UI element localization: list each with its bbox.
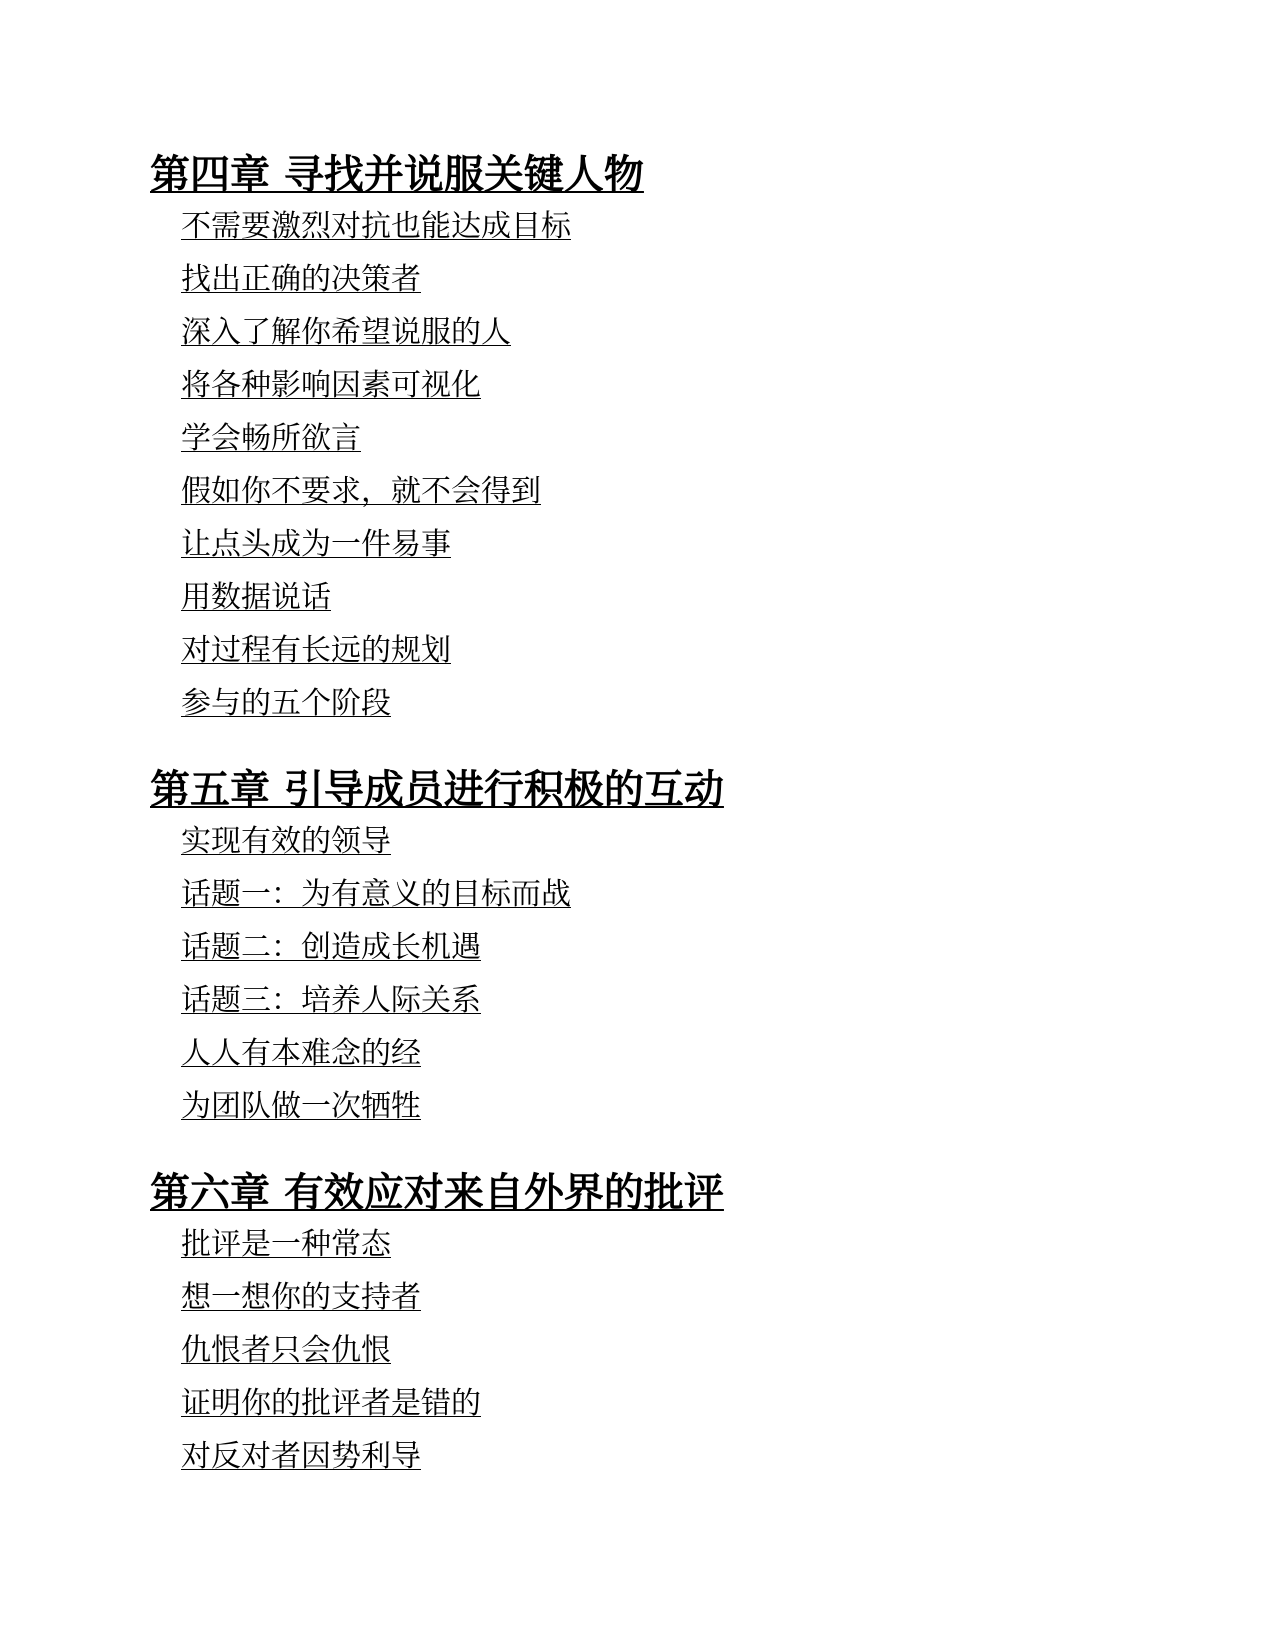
chapter-title-link[interactable]: 第四章 寻找并说服关键人物 — [150, 152, 644, 198]
chapter-5 — [150, 765, 1150, 1133]
section-list — [150, 200, 1150, 730]
list-item — [181, 815, 1150, 868]
section-link[interactable]: 话题一：为有意义的目标而战 — [181, 877, 571, 912]
section-link[interactable]: 实现有效的领导 — [181, 824, 391, 859]
chapter-title-link[interactable]: 第六章 有效应对来自外界的批评 — [150, 1170, 724, 1216]
list-item — [181, 868, 1150, 921]
list-item — [181, 571, 1150, 624]
chapter-4 — [150, 150, 1150, 730]
list-item — [181, 412, 1150, 465]
section-list — [150, 815, 1150, 1133]
list-item — [181, 624, 1150, 677]
section-link[interactable]: 找出正确的决策者 — [181, 262, 421, 297]
list-item — [181, 1271, 1150, 1324]
section-link[interactable]: 学会畅所欲言 — [181, 421, 361, 456]
list-item — [181, 518, 1150, 571]
list-item — [181, 1027, 1150, 1080]
chapter-spacer — [150, 730, 1150, 765]
list-item — [181, 1218, 1150, 1271]
list-item — [181, 921, 1150, 974]
section-link[interactable]: 话题二：创造成长机遇 — [181, 930, 481, 965]
list-item — [181, 677, 1150, 730]
list-item — [181, 465, 1150, 518]
section-list — [150, 1218, 1150, 1483]
list-item — [181, 359, 1150, 412]
section-link[interactable]: 想一想你的支持者 — [181, 1280, 421, 1315]
section-link[interactable]: 话题三：培养人际关系 — [181, 983, 481, 1018]
table-of-contents — [150, 150, 1150, 1483]
section-link[interactable]: 不需要激烈对抗也能达成目标 — [181, 209, 571, 244]
list-item — [181, 1080, 1150, 1133]
chapter-6 — [150, 1168, 1150, 1483]
list-item — [181, 1377, 1150, 1430]
list-item — [181, 253, 1150, 306]
chapter-spacer — [150, 1133, 1150, 1168]
section-link[interactable]: 将各种影响因素可视化 — [181, 368, 481, 403]
section-link[interactable]: 对反对者因势利导 — [181, 1439, 421, 1474]
list-item — [181, 306, 1150, 359]
section-link[interactable]: 深入了解你希望说服的人 — [181, 315, 511, 350]
section-link[interactable]: 为团队做一次牺牲 — [181, 1089, 421, 1124]
section-link[interactable]: 证明你的批评者是错的 — [181, 1386, 481, 1421]
section-link[interactable]: 人人有本难念的经 — [181, 1036, 421, 1071]
section-link[interactable]: 对过程有长远的规划 — [181, 633, 451, 668]
section-link[interactable]: 让点头成为一件易事 — [181, 527, 451, 562]
chapter-title-link[interactable]: 第五章 引导成员进行积极的互动 — [150, 767, 724, 813]
list-item — [181, 1430, 1150, 1483]
list-item — [181, 200, 1150, 253]
section-link[interactable]: 用数据说话 — [181, 580, 331, 615]
section-link[interactable]: 仇恨者只会仇恨 — [181, 1333, 391, 1368]
section-link[interactable]: 批评是一种常态 — [181, 1227, 391, 1262]
section-link[interactable]: 参与的五个阶段 — [181, 686, 391, 721]
list-item — [181, 974, 1150, 1027]
list-item — [181, 1324, 1150, 1377]
section-link[interactable]: 假如你不要求，就不会得到 — [181, 474, 541, 509]
